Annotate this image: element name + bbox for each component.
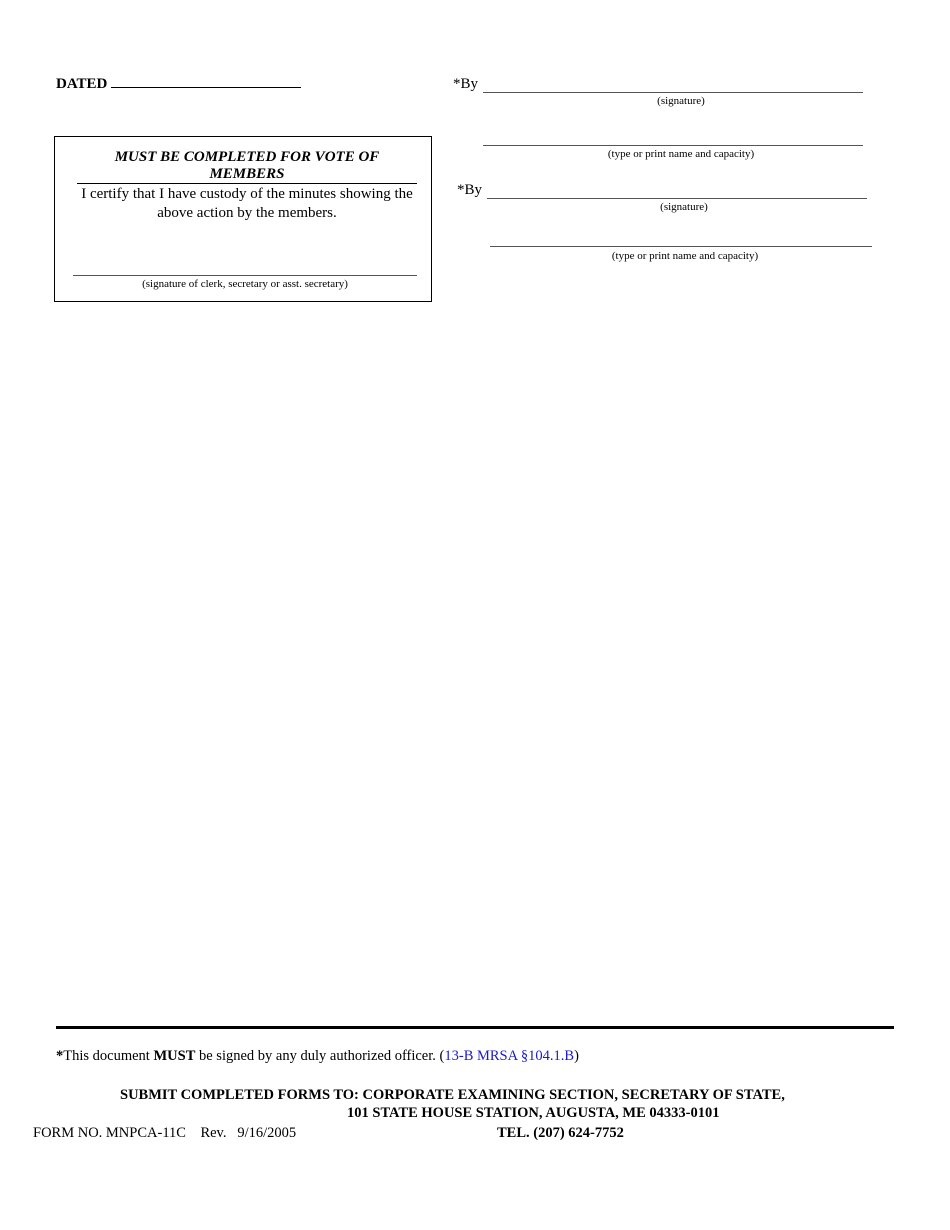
dated-field	[56, 75, 301, 93]
dated-input-line[interactable]	[111, 75, 301, 88]
footnote-close: )	[574, 1048, 579, 1064]
signer-2-signature-caption: (signature)	[660, 201, 708, 213]
signer-2-name-line[interactable]	[490, 246, 872, 247]
vote-of-members-box	[54, 136, 432, 302]
footnote-star: *	[56, 1048, 64, 1064]
footnote-must: MUST	[153, 1048, 196, 1064]
dated-label: DATED	[56, 76, 108, 92]
signer-1-signature-line[interactable]	[483, 92, 863, 93]
submit-address-line-1: SUBMIT COMPLETED FORMS TO: CORPORATE EXAMINING SECTION, SECRETARY OF STATE,	[120, 1087, 785, 1103]
signer-2-by-label: *By	[457, 182, 483, 198]
signer-2-signature-line[interactable]	[487, 198, 867, 199]
footnote-text-pre: This document	[63, 1048, 154, 1064]
footer-rule	[56, 1026, 894, 1029]
statute-reference-link[interactable]: 13-B MRSA §104.1.B	[444, 1048, 575, 1064]
clerk-signature-line[interactable]	[73, 275, 417, 276]
submit-telephone: TEL. (207) 624-7752	[497, 1125, 624, 1141]
footnote-text-post: be signed by any duly authorized officer. (	[195, 1048, 445, 1064]
vote-certify-text: I certify that I have custody of the minutes showing the above action by the members.	[81, 186, 413, 221]
signer-1-by-label: *By	[453, 76, 479, 92]
submit-address-line-2: 101 STATE HOUSE STATION, AUGUSTA, ME 04333-0101	[347, 1105, 720, 1121]
clerk-signature-caption: (signature of clerk, secretary or asst. secretary)	[142, 278, 348, 290]
vote-box-title: MUST BE COMPLETED FOR VOTE OF MEMBERS	[114, 149, 380, 182]
signer-2-name-caption: (type or print name and capacity)	[611, 250, 759, 262]
vote-title-underline	[77, 183, 417, 184]
signer-1-name-line[interactable]	[483, 145, 863, 146]
signer-1-signature-caption: (signature)	[657, 95, 705, 107]
signature-footnote	[56, 1048, 579, 1065]
form-number: FORM NO. MNPCA-11C Rev. 9/16/2005	[33, 1125, 297, 1141]
signer-1-name-caption: (type or print name and capacity)	[607, 148, 755, 160]
